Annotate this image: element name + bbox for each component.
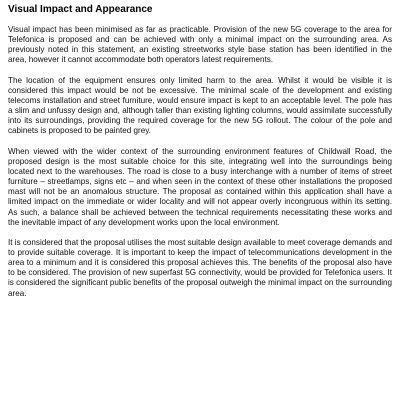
paragraph-wider-context: When viewed with the wider context of the surrounding environment features of Childwall Road, the proposed design is the most suitable choice for this site, integrating well into the surroundings being located next to the warehouses. The road is close to a busy interchange with a number of items of street furniture – streetlamps, signs etc – and when seen in the context of these other installations the proposed mast will not be an anomalous structure. The proposal as contained within this application shall have a limited impact on the immediate or wider locality and will not appear overly incongruous within its setting. As such, a balance shall be achieved between the technical requirements necessitating these works and the inevitable impact of any development works upon the local environment. xyxy=(8,146,392,227)
paragraph-equipment-location: The location of the equipment ensures only limited harm to the area. Whilst it would be visible it is considered this impact would be not be excessive. The minimal scale of the development and existing telecoms installation and street furniture, would ensure impact is kept to an acceptable level. The pole has a slim and unfussy design and, although taller than existing lighting columns, would assimilate successfully into its surroundings, providing the required coverage for the new 5G rollout. The colour of the pole and cabinets is proposed to be painted grey. xyxy=(8,75,392,136)
paragraph-conclusion: It is considered that the proposal utilises the most suitable design available to meet coverage demands and to provide suitable coverage. It is important to keep the impact of telecommunications development in the area to a minimum and it is considered this proposal achieves this. The benefits of the proposal also have to be considered. The provision of new superfast 5G connectivity, would be provided for Telefonica users. It is considered the significant public benefits of the proposal outweigh the minimal impact on the surrounding area. xyxy=(8,237,392,298)
paragraph-visual-impact: Visual impact has been minimised as far as practicable. Provision of the new 5G coverage to the area for Telefonica is proposed and can be achieved with only a minimal impact on the surrounding area. As previously noted in this statement, an existing streetworks style base station has been identified in the area, however it cannot accommodate both operators latest requirements. xyxy=(8,25,392,65)
section-heading: Visual Impact and Appearance xyxy=(8,4,153,15)
